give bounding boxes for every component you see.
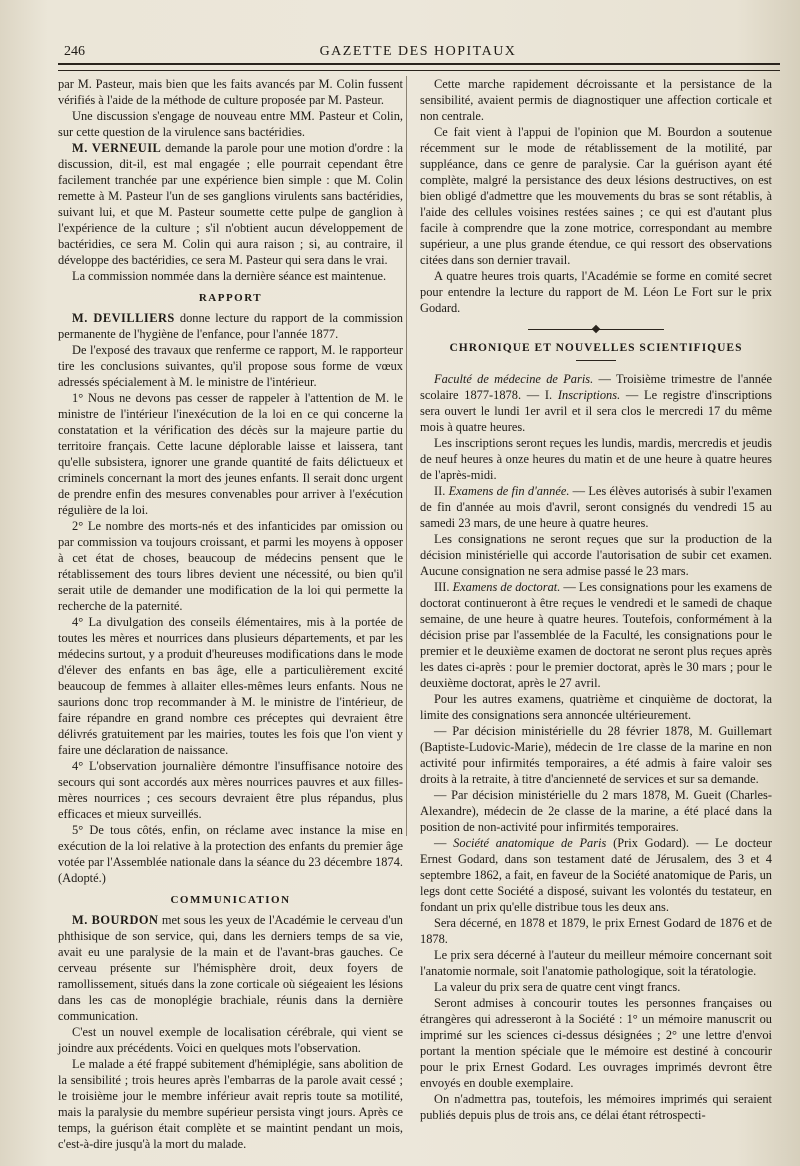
paragraph: 1° Nous ne devons pas cesser de rappeler à l'attention de M. le ministre de l'intérieur l'inexécution de la loi en ce qui concerne la constatation et la vérification des décès sur la majeure partie du territoire français. Cette lacune déplorable laisse et laissera, tant qu'elle subsistera, ignorer une grande quantité de faits délictueux et criminels concernant la mort des jeunes enfants. Il serait donc urgent de prendre enfin des mesures convenables pour arriver à l'exécution régulière de la loi. [58,391,403,517]
paragraph: La valeur du prix sera de quatre cent vingt francs. [434,980,681,994]
italic-lead: Examens de fin d'année. [448,484,570,498]
paragraph-text: III. [434,580,453,594]
paragraph: Le prix sera décerné à l'auteur du meilleur mémoire concernant soit l'anatomie normale, soit l'anatomie pathologique, soit la tératologie. [420,948,772,978]
paragraph: 2° Le nombre des morts-nés et des infanticides par omission ou par commission va toujours croissant, et parmi les moyens à opposer à cet état de choses, beaucoup de médecins pensent que le rétablissement des tours libres devient une nécessité, ou bien qu'il serait utile de demander une modification de la loi qui permette la recherche de la paternité. [58,519,403,613]
paragraph-text: demande la parole pour une motion d'ordre : la discussion, dit-il, est mal engagée ; elle pourrait cependant être facilement tranchée par une expérience bien simple : que M. Colin remette à M. Pasteur l'un de ses ganglions virulents sans bactéridies, suivant lui, et que M. Pasteur soumette cette pulpe de ganglion à l'expérience de la culture ; s'il n'obtient aucun développement de bactéridies, ce sera M. Colin qui aura raison ; si, au contraire, il développe des bactéridies, ce sera M. Pasteur qui sera dans le vrai. [58,141,404,267]
paragraph [420,835,772,915]
paragraph: Ce fait vient à l'appui de l'opinion que M. Bourdon a soutenue récemment sur le mode de rétablissement de la motilité, par suppléance, dans ce genre de paralysie. Car la guérison ayant été complète, malgré la persistance des deux lésions destructives, on est bien obligé d'admettre que les mouvements du bras se sont rétablis, à l'aide des cellules voisines restées saines ; ce qui est d'autant plus facile à comprendre que la zone motrice, correspondant au membre supérieur, a une plus grande étendue, ce qui ressort des observations citées dans son dernier travail. [420,125,772,267]
section-title: CHRONIQUE ET NOUVELLES SCIENTIFIQUES [449,342,743,354]
header-rule [58,63,780,71]
paragraph: Les consignations ne seront reçues que sur la production de la décision ministérielle qui accorde l'autorisation de subir cet examen. Aucune consignation ne sera admise passé le 23 mars. [420,532,772,578]
paragraph: 4° La divulgation des conseils élémentaires, mis à la portée de toutes les mères et nourrices dans plusieurs départements, et par les médecins surtout, y a produit d'heureuses modifications dans le mode d'élever des enfants en bas âge, elle a particulièrement excité beaucoup de femmes à allaiter elles-mêmes leurs enfants. Nous ne saurions donc trop recommander à M. le ministre de l'intérieur, de faire répandre en grand nombre ces préceptes qui devraient être délivrés gratuitement par les mairies, toutes les fois que l'on vient y faire une déclaration de naissance. [58,615,403,757]
paragraph [58,912,403,1024]
paragraph: De l'exposé des travaux que renferme ce rapport, M. le rapporteur tire les conclusions suivantes, qu'il propose sous forme de vœux adressés spécialement à M. le ministre de l'intérieur. [58,343,403,389]
paragraph: Sera décerné, en 1878 et 1879, le prix Ernest Godard de 1876 et de 1878. [420,916,772,946]
italic-lead: Faculté de médecine de Paris. [434,372,594,386]
paragraph: On n'admettra pas, toutefois, les mémoires imprimés qui seraient publiés depuis plus de trois ans, ce délai étant rétrospecti- [420,1092,772,1122]
journal-title: GAZETTE DES HOPITAUX [319,44,517,59]
paragraph: 5° De tous côtés, enfin, on réclame avec instance la mise en exécution de la loi relative à la protection des enfants du premier âge votée par l'Assemblée nationale dans la séance du 23 décembre 1874. (Adopté.) [58,823,403,885]
italic-lead: Société anatomique de Paris [453,836,607,850]
page-number: 246 [64,44,85,59]
paragraph: par M. Pasteur, mais bien que les faits avancés par M. Colin fussent vérifiés à l'aide de la méthode de culture proposée par M. Pasteur. [58,77,403,107]
paragraph-text: met sous les yeux de l'Académie le cerveau d'un phthisique de son service, qui, dans les derniers temps de sa vie, avait eu une paralysie de la main et de l'avant-bras gauches. Ce cerveau présente sur l'hémisphère droit, deux foyers de ramollissement, situés dans la zone corticale où siégeaient les lésions dans les cas de monoplégie brachiale, réunis dans la dernière communication. [58,913,403,1023]
paragraph: Seront admises à concourir toutes les personnes françaises ou étrangères qui adresseront à la Société : 1° un mémoire manuscrit ou imprimé sur les sciences ci-dessus désignées ; 2° une lettre d'envoi portant la mention spéciale que le mémoire est destiné à concourir pour le prix Ernest Godard. Les ouvrages imprimés devront être envoyés en double exemplaire. [420,996,772,1090]
paragraph: La commission nommée dans la dernière séance est maintenue. [72,269,387,283]
paragraph: — Par décision ministérielle du 2 mars 1878, M. Gueit (Charles-Alexandre), médecin de 2e classe de la marine, a été placé dans la position de non-activité pour infirmités temporaires. [420,788,772,834]
paragraph: Une discussion s'engage de nouveau entre MM. Pasteur et Colin, sur cette question de la virulence sans bactéridies. [58,109,403,139]
paragraph: Le malade a été frappé subitement d'hémiplégie, sans abolition de la sensibilité ; trois heures après l'embarras de la parole avait cessé ; le troisième jour le membre inférieur avait repris toute sa motilité, mais la paralysie du membre supérieur persista vingt jours. Après ce temps, la guérison était complète et se maintint pendant un mois, c'est-à-dire jusqu'à la mort du malade. [58,1057,403,1151]
paragraph: Pour les autres examens, quatrième et cinquième de doctorat, la limite des consignations sera annoncée ultérieurement. [420,692,772,722]
paragraph-text: — Troisième trimestre de l'année scolaire 1877-1878. — I. [420,372,772,402]
paragraph-text: — Le registre d'inscriptions sera ouvert le lundi 1er avril et il sera clos le mercredi 17 du même mois à quatre heures. [420,388,772,434]
paragraph: Cette marche rapidement décroissante et la persistance de la sensibilité, avaient permis de diagnostiquer une affection corticale et non centrale. [420,77,772,123]
paragraph: C'est un nouvel exemple de localisation cérébrale, qui vient se joindre aux précédents. Voici en quelques mots l'observation. [58,1025,403,1055]
paragraph-text: — [434,836,454,850]
paragraph-text: (Prix Godard). — Le docteur Ernest Godard, dans son testament daté de Jérusalem, des 3 et 4 septembre 1862, a fait, en faveur de la Société anatomique de Paris, un legs dont cette Société a disposé, suivant les volontés du testateur, en fondant un prix qu'elle distribue tous les deux ans. [420,836,772,914]
speaker-name: M. BOURDON [72,913,159,927]
paragraph-text: donne lecture du rapport de la commission permanente de l'hygiène de l'enfance, pour l'année 1877. [58,311,404,341]
speaker-name: M. VERNEUIL [72,141,162,155]
paragraph: Les inscriptions seront reçues les lundis, mardis, mercredis et jeudis de neuf heures à onze heures du matin et de une heure à quatre heures de l'après-midi. [420,436,772,482]
ornament-divider [420,324,772,334]
left-column [58,76,403,1152]
paragraph: — Par décision ministérielle du 28 février 1878, M. Guillemart (Baptiste-Ludovic-Marie), médecin de 1re classe de la marine en non activité pour infirmités temporaires, a été admis à faire valoir ses droits à la retraite, à titre d'ancienneté de services et sur sa demande. [420,724,772,786]
title-rule [576,360,616,361]
speaker-name: M. DEVILLIERS [72,311,175,325]
paragraph: A quatre heures trois quarts, l'Académie se forme en comité secret pour entendre la lecture du rapport de M. Léon Le Fort sur le prix Godard. [420,269,772,315]
italic-lead: Inscriptions. [557,388,621,402]
italic-lead: Examens de doctorat. [452,580,561,594]
paragraph [58,310,403,342]
section-heading-rapport: RAPPORT [198,292,263,304]
paragraph-text: II. [434,484,449,498]
paragraph [58,140,403,268]
paragraph: 4° L'observation journalière démontre l'insuffisance notoire des secours qui sont accordés aux mères nourrices pauvres et aux filles-mères nourrices ; ces secours devraient être plus répandus, plus efficaces et mieux surveillés. [58,759,403,821]
paragraph [420,579,772,691]
paragraph-text: — Les consignations pour les examens de doctorat continueront à être reçues le vendredi et le samedi de chaque semaine, de une heure à quatre heures. Toutefois, conformément à la décision prise par l'assemblée de la Faculté, les consignations pour le premier et le deuxième examen de doctorat ne seront plus reçues après les dates ci-après : pour le premier doctorat, après le 30 mars ; pour le deuxième doctorat, après le 27 avril. [420,580,772,690]
paragraph [420,371,772,435]
right-column [420,76,772,1123]
paragraph-text: — Les élèves autorisés à subir l'examen de fin d'année au mois d'avril, seront consignés du vendredi 15 au samedi 23 mars, de une heure à quatre heures. [420,484,772,530]
paragraph [420,483,772,531]
column-divider [406,76,407,836]
section-heading-communication: COMMUNICATION [170,894,291,906]
